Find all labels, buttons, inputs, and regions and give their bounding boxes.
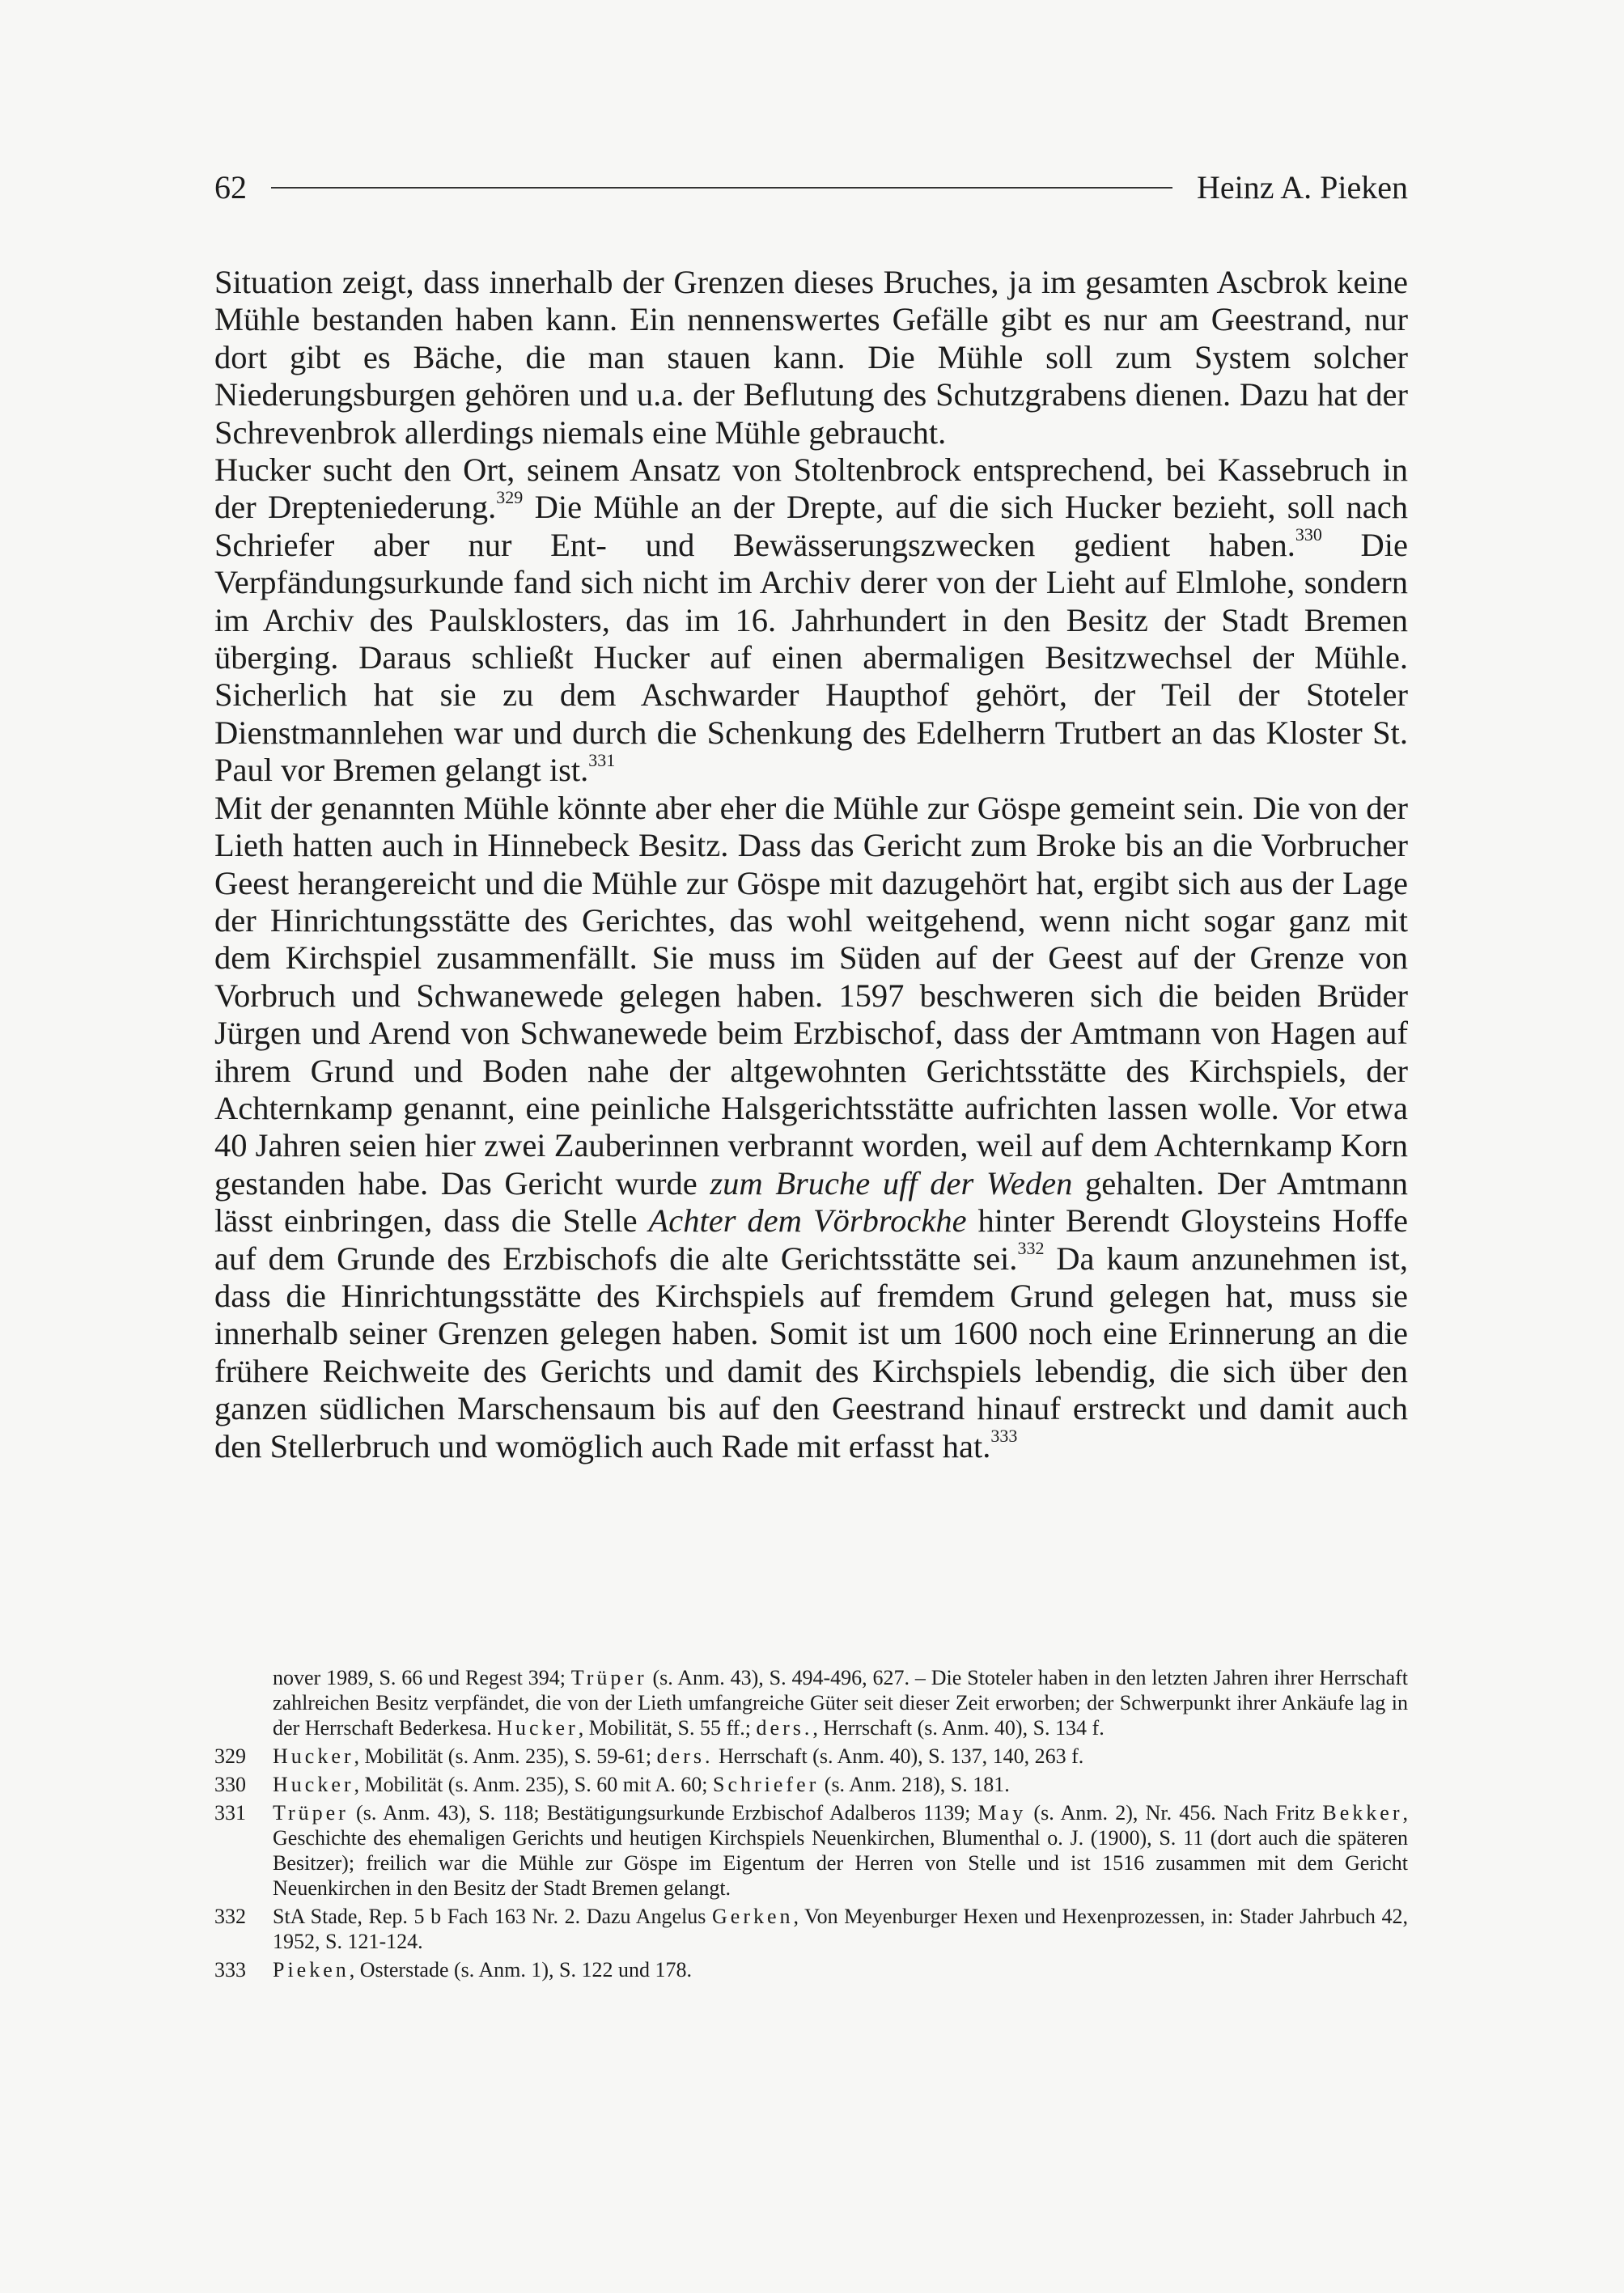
paragraph-3-text-d: Da kaum anzunehmen ist, dass die Hinrichtungsstätte des Kirchspiels auf fremdem Grund gelegen hat, muss sie innerhalb seiner Grenzen gelegen haben. Somit ist um 1600 noch eine Erinnerung an die frühere Reichweite des Gerichts und damit des Kirchspiels lebendig, die sich über den ganzen südlichen Marschensaum bis auf den Geestrand hinauf erstreckt und damit auch den Stellerbruch und womöglich auch Rade mit erfasst hat. [214, 1240, 1409, 1464]
footnote-330: 330 Hucker, Mobilität (s. Anm. 235), S. 60 mit A. 60; Schriefer (s. Anm. 218), S. 181. [214, 1773, 1010, 1796]
paragraph-3-text-a: Mit der genannten Mühle könnte aber eher die Mühle zur Göspe gemeint sein. Die von der Lieth hatten auch in Hinnebeck Besitz. Dass das Gericht zum Broke bis an die Vorbrucher Geest herangereicht und die Mühle zur Göspe mit dazugehört hat, ergibt sich aus der Lage der Hinrichtungsstätte des Gerichtes, das wohl weitgehend, wenn nicht sogar ganz mit dem Kirchspiel zusammenfällt. Sie muss im Süden auf der Geest auf der Grenze von Vorbruch und Schwanewede gelegen haben. 1597 beschweren sich die beiden Brüder Jürgen und Arend von Schwanewede beim Erzbischof, dass der Amtmann von Hagen auf ihrem Grund und Boden nahe der altgewohnten Gerichtsstätte des Kirchspiels, der Achternkamp genannt, eine peinliche Halsgerichtsstätte aufrichten lassen wolle. Vor etwa 40 Jahren seien hier zwei Zauberinnen verbrannt worden, weil auf dem Achternkamp Korn gestanden habe. Das Gericht wurde [214, 789, 1408, 1202]
page-number: 62 [214, 169, 247, 206]
footnote-ref-331[interactable]: 331 [588, 749, 616, 770]
footnote-331: 331 Trüper (s. Anm. 43), S. 118; Bestätigungsurkunde Erzbischof Adalberos 1139; May (s. Anm. 2), Nr. 456. Nach Fritz Bekker, Geschichte des ehemaligen Gerichts und heutigen Kirchspiels Neuenkirchen, Blumenthal o. J. (1900), S. 11 (dort auch die späteren Besitzer); freilich war die Mühle zur Göspe im Eigentum der Herren von Stelle und ist 1516 zusammen mit dem Gericht Neuenkirchen in den Besitz der Stadt Bremen gelangt. [214, 1801, 1409, 1900]
paragraph-2-text-b: Die Mühle an der Drepte, auf die sich Hucker bezieht, soll nach Schriefer aber nur Ent- und Bewässerungszwecken gedient haben. [214, 489, 1409, 563]
paragraph-3-text-b: gehalten. Der Amtmann lässt einbringen, dass die Stelle [214, 1164, 1409, 1240]
footnote-ref-330[interactable]: 330 [1295, 524, 1322, 545]
paragraph-1 [214, 264, 1408, 451]
paragraph-3-text-c: hinter Berendt Gloysteins Hoffe auf dem Grunde des Erzbischofs die alte Gerichtsstätte sei. [214, 1202, 1408, 1277]
running-head-author: Heinz A. Pieken [1196, 169, 1408, 206]
footnote-number: 332 [214, 1905, 246, 1928]
paragraph-3 [214, 790, 1408, 1465]
running-header [214, 168, 1408, 207]
footnotes [214, 1665, 1408, 1986]
footnote-continuation: nover 1989, S. 66 und Regest 394; Trüper (s. Anm. 43), S. 494-496, 627. – Die Stoteler haben in den letzten Jahren ihrer Herrschaft zahlreichen Besitz verpfändet, die von der Lieth umfangreiche Güter seit dieser Zeit erworben; der Schwerpunkt ihrer Ankäufe lag in der Herrschaft Bederkesa. Hucker, Mobilität, S. 55 ff.; ders., Herrschaft (s. Anm. 40), S. 134 f. [273, 1666, 1408, 1740]
footnote-number: 331 [214, 1801, 246, 1825]
quote-zum-bruche: zum Bruche uff der Weden [710, 1164, 1073, 1202]
paragraph-1-text: Situation zeigt, dass innerhalb der Grenzen dieses Bruches, ja im gesamten Ascbrok keine Mühle bestanden haben kann. Ein nennenswertes Gefälle gibt es nur am Geestrand, nur dort gibt es Bäche, die man stauen kann. Die Mühle soll zum System solcher Niederungsburgen gehören und u.a. der Beflutung des Schutzgrabens dienen. Dazu hat der Schrevenbrok allerdings niemals eine Mühle gebraucht. [214, 264, 1408, 451]
footnote-329: 329 Hucker, Mobilität (s. Anm. 235), S. 59-61; ders. Herrschaft (s. Anm. 40), S. 137, 140, 263 f. [214, 1744, 1084, 1768]
footnote-332: 332 StA Stade, Rep. 5 b Fach 163 Nr. 2. Dazu Angelus Gerken, Von Meyenburger Hexen und Hexenprozessen, in: Stader Jahrbuch 42, 1952, S. 121-124. [214, 1905, 1408, 1953]
main-text [214, 264, 1408, 1465]
paragraph-2 [214, 451, 1408, 790]
footnote-number: 329 [214, 1744, 246, 1768]
footnote-333: 333 Pieken, Osterstade (s. Anm. 1), S. 122 und 178. [214, 1958, 692, 1981]
footnote-number: 333 [214, 1958, 246, 1981]
quote-achter-dem-voerbrockhe: Achter dem Vörbrockhe [648, 1202, 967, 1240]
paragraph-2-text-a: Hucker sucht den Ort, seinem Ansatz von Stoltenbrock entsprechend, bei Kassebruch in der Drepteniederung. [214, 451, 1408, 526]
footnote-number: 330 [214, 1773, 246, 1796]
paragraph-2-text-c: Die Verpfändungsurkunde fand sich nicht im Archiv derer von der Lieht auf Elmlohe, sondern im Archiv des Paulsklosters, das im 16. Jahrhundert in den Besitz der Stadt Bremen überging. Daraus schließt Hucker auf einen abermaligen Besitzwechsel der Mühle. Sicherlich hat sie zu dem Aschwarder Haupthof gehört, der Teil der Stoteler Dienstmannlehen war und durch die Schenkung des Edelherrn Trutbert an das Kloster St. Paul vor Bremen gelangt ist. [214, 526, 1408, 789]
footnote-ref-332[interactable]: 332 [1017, 1238, 1045, 1259]
footnote-ref-329[interactable]: 329 [496, 486, 524, 507]
header-rule [271, 187, 1172, 189]
footnote-ref-333[interactable]: 333 [990, 1426, 1018, 1447]
